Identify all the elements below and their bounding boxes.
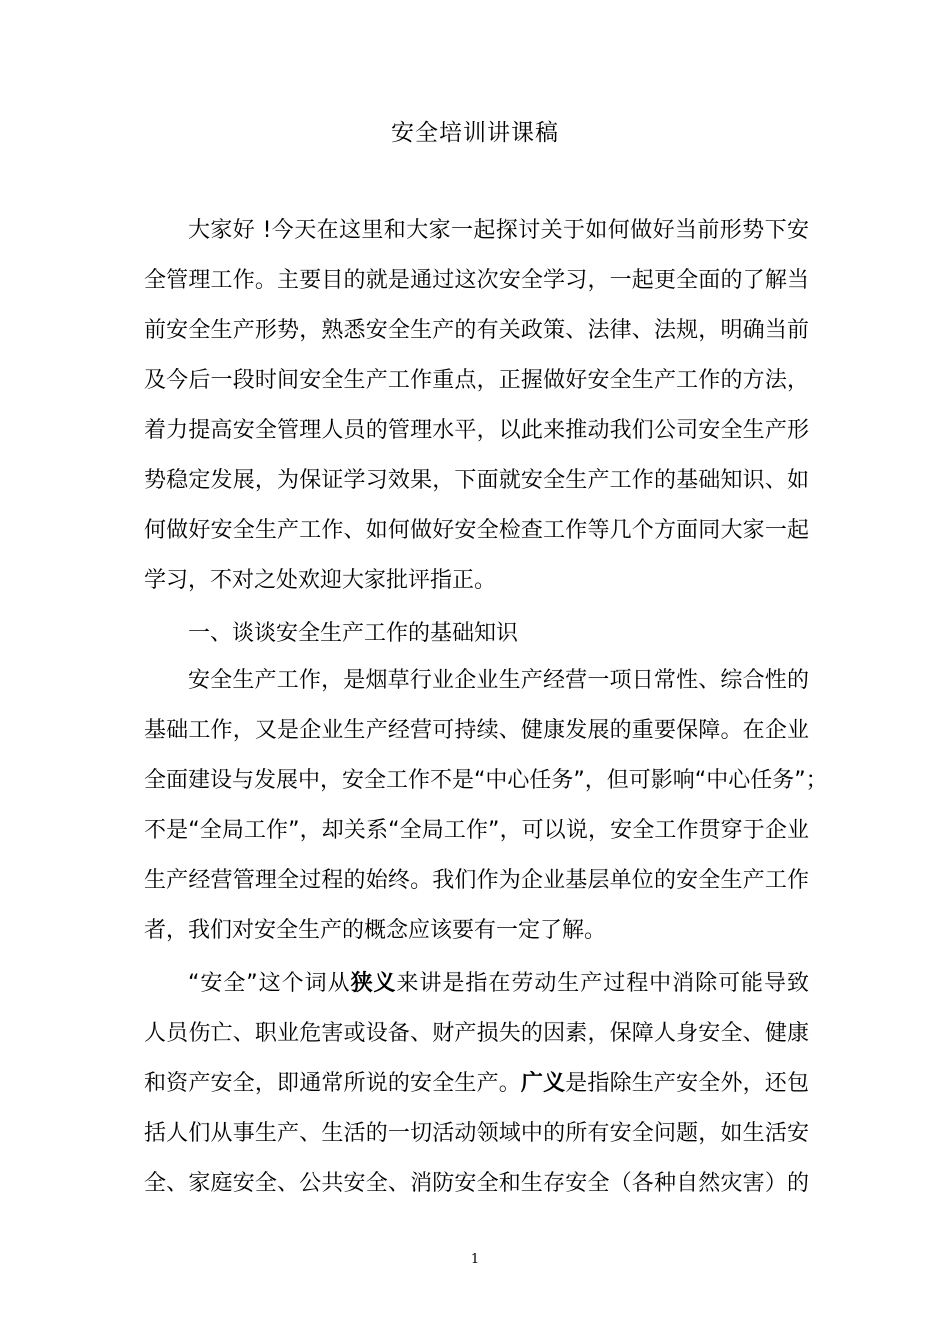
paragraph-line: 及今后一段时间安全生产工作重点，正握做好安全生产工作的方法， xyxy=(144,368,809,393)
bold-term-narrow: 狭义 xyxy=(350,971,397,996)
section-heading: 一、谈谈安全生产工作的基础知识 xyxy=(188,621,519,646)
paragraph-line: 全面建设与发展中，安全工作不是“中心任务”，但可影响“中心任务”； xyxy=(144,768,828,793)
paragraph-line: 不是“全局工作”，却关系“全局工作”，可以说，安全工作贯穿于企业 xyxy=(144,818,809,843)
paragraph-line: 着力提高安全管理人员的管理水平，以此来推动我们公司安全生产形 xyxy=(144,418,809,443)
paragraph-text: 来讲是指在劳动生产过程中消除可能导致 xyxy=(396,971,809,996)
paragraph-line: 括人们从事生产、生活的一切活动领域中的所有安全问题，如生活安 xyxy=(144,1121,809,1146)
paragraph-line: 安全生产工作，是烟草行业企业生产经营一项日常性、综合性的 xyxy=(188,668,809,693)
paragraph-line: 何做好安全生产工作、如何做好安全检查工作等几个方面同大家一起 xyxy=(144,518,809,543)
paragraph-line: 大家好 !今天在这里和大家一起探讨关于如何做好当前形势下安 xyxy=(188,218,809,243)
paragraph-text: “安全”这个词从 xyxy=(188,971,351,996)
paragraph-line: 势稳定发展，为保证学习效果，下面就安全生产工作的基础知识、如 xyxy=(144,468,809,493)
page-number: 1 xyxy=(470,1252,480,1267)
paragraph-line: 人员伤亡、职业危害或设备、财产损失的因素，保障人身安全、健康 xyxy=(144,1021,809,1046)
bold-term-broad: 广义 xyxy=(520,1071,566,1096)
paragraph-line: 学习，不对之处欢迎大家批评指正。 xyxy=(144,568,497,593)
paragraph-line: 生产经营管理全过程的始终。我们作为企业基层单位的安全生产工作 xyxy=(144,868,809,893)
document-title: 安全培训讲课稿 xyxy=(391,120,559,146)
paragraph-line: 者，我们对安全生产的概念应该要有一定了解。 xyxy=(144,918,607,943)
paragraph-line: 全管理工作。主要目的就是通过这次安全学习，一起更全面的了解当 xyxy=(144,268,809,293)
paragraph-line xyxy=(188,967,809,1001)
paragraph-text: 是指除生产安全外，还包 xyxy=(565,1071,809,1096)
paragraph-line xyxy=(144,1067,809,1101)
paragraph-text: 和资产安全，即通常所说的安全生产。 xyxy=(144,1071,521,1096)
paragraph-line: 前安全生产形势，熟悉安全生产的有关政策、法律、法规，明确当前 xyxy=(144,318,809,343)
paragraph-line: 全、家庭安全、公共安全、消防安全和生存安全（各种自然灾害）的 xyxy=(144,1171,809,1196)
paragraph-line: 基础工作，又是企业生产经营可持续、健康发展的重要保障。在企业 xyxy=(144,718,809,743)
